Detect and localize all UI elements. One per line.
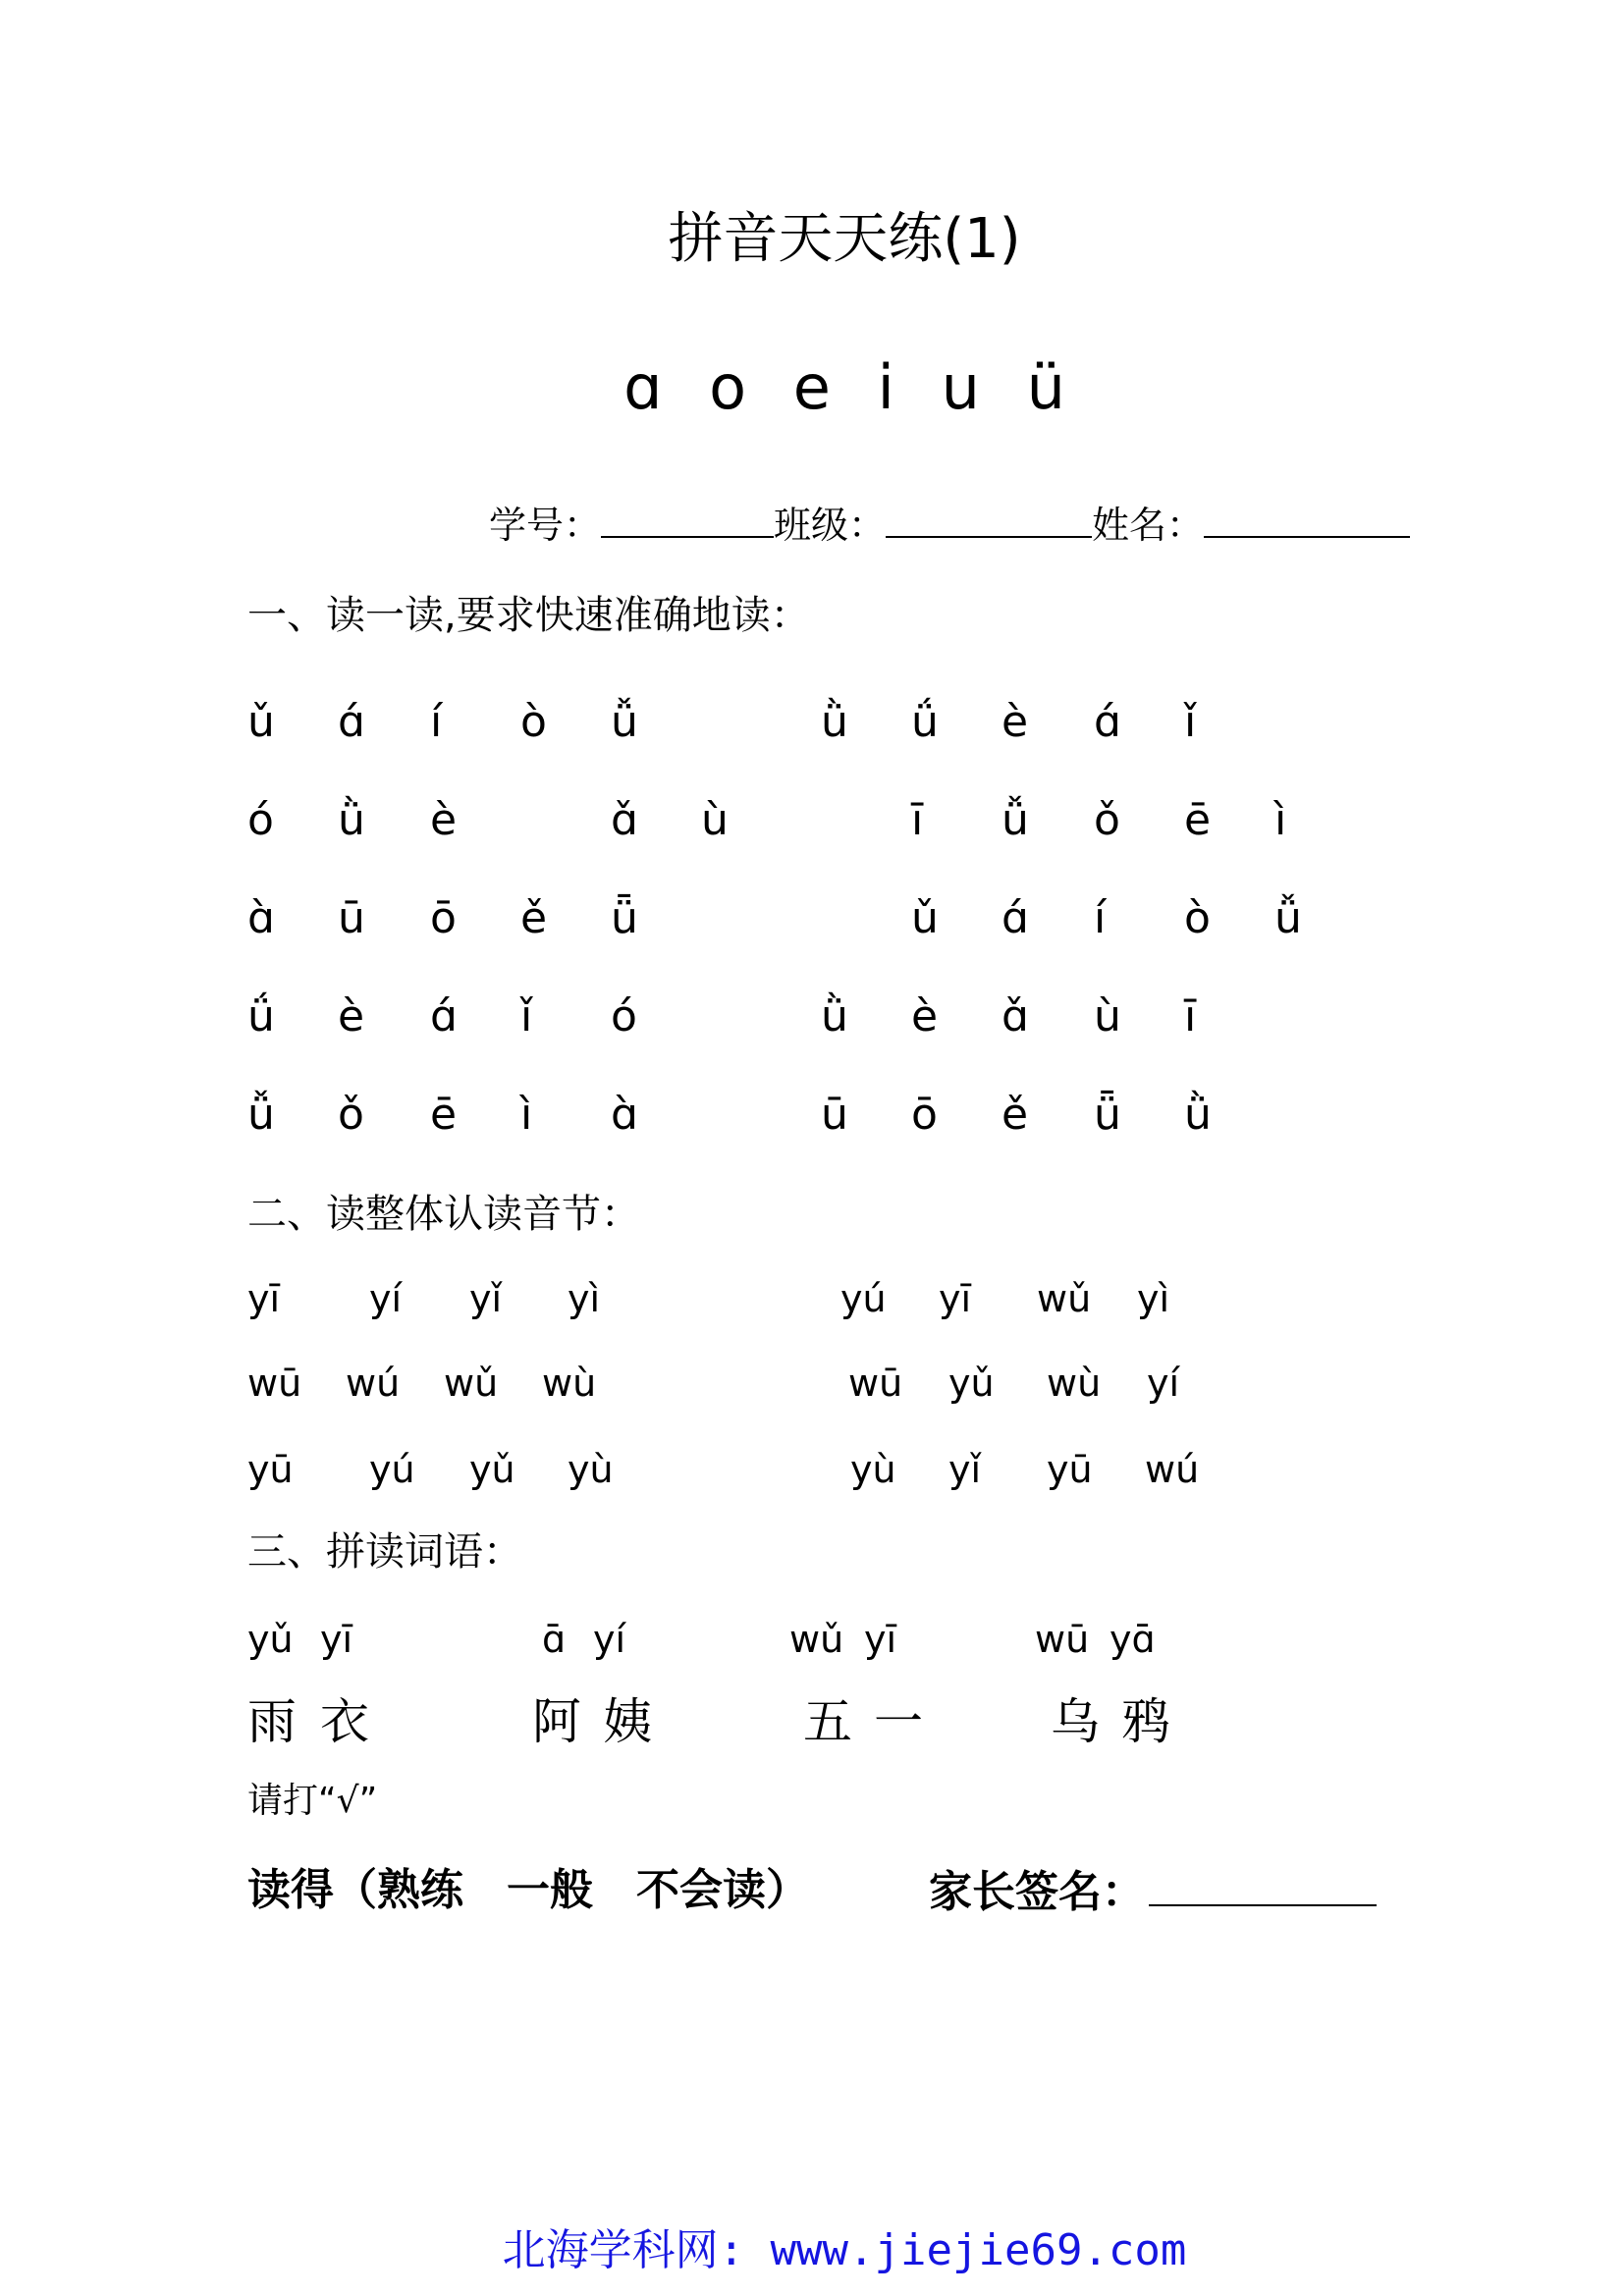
syllable: yǐ xyxy=(469,1277,503,1320)
tone-mark: ǐ xyxy=(1184,697,1197,747)
word-pinyin: yī xyxy=(320,1618,353,1661)
section3-heading: 三、拼读词语： xyxy=(247,1529,522,1575)
word-character: 五 xyxy=(803,1693,852,1750)
syllable: yǔ xyxy=(469,1448,515,1491)
word-character: 一 xyxy=(874,1693,923,1750)
syllable: yū xyxy=(247,1448,294,1491)
word-pinyin: yǔ xyxy=(247,1618,294,1661)
syllable: wù xyxy=(1047,1362,1102,1405)
parent-signature-field[interactable] xyxy=(1149,1861,1377,1906)
word-character: 阿 xyxy=(532,1693,581,1750)
parent-signature-label: 家长签名： xyxy=(929,1867,1145,1917)
tone-mark: ù xyxy=(701,795,729,845)
tone-mark: ò xyxy=(520,697,547,747)
tone-mark: ɑ́ xyxy=(338,697,365,747)
footer-watermark: 北海学科网: www.jiejie69.com xyxy=(502,2225,1187,2275)
tone-mark: ɑ̌ xyxy=(611,795,638,845)
tone-mark: ī xyxy=(911,795,924,845)
tone-mark: ū xyxy=(821,1090,848,1140)
tone-mark: ǖ xyxy=(1094,1090,1121,1140)
syllable: yù xyxy=(850,1448,896,1491)
class-field[interactable] xyxy=(886,501,1092,538)
tone-mark: ū xyxy=(338,893,365,943)
word-character: 雨 xyxy=(247,1693,297,1750)
word-character: 姨 xyxy=(603,1693,652,1750)
tone-mark: ǐ xyxy=(520,991,533,1041)
tone-mark: ǖ xyxy=(611,893,638,943)
name-field[interactable] xyxy=(1204,501,1410,538)
tone-mark: ɑ́ xyxy=(430,991,458,1041)
tone-mark: ǒ xyxy=(1094,795,1120,845)
student-id-field[interactable] xyxy=(601,501,774,538)
tone-mark: ǘ xyxy=(247,991,275,1041)
check-instruction: 请打“√” xyxy=(247,1781,378,1821)
tone-mark: ǚ xyxy=(1001,795,1029,845)
tone-mark: è xyxy=(911,991,939,1041)
tone-row xyxy=(247,791,1426,850)
tone-row xyxy=(247,1086,1426,1145)
word-pinyin: ɑ̄ xyxy=(542,1618,567,1661)
tone-mark: ǒ xyxy=(338,1090,364,1140)
tone-mark: ǔ xyxy=(247,697,275,747)
vowel: o xyxy=(709,351,747,423)
syllable: wú xyxy=(1145,1448,1200,1491)
vowel: ü xyxy=(1026,351,1065,423)
syllable: yū xyxy=(1047,1448,1093,1491)
syllable: yú xyxy=(369,1448,415,1491)
syllable: yǐ xyxy=(948,1448,982,1491)
syllable: wū xyxy=(247,1362,302,1405)
tone-mark: ē xyxy=(1184,795,1212,845)
section1-heading: 一、读一读,要求快速准确地读： xyxy=(247,593,810,638)
tone-mark: ó xyxy=(611,991,637,1041)
syllable: yī xyxy=(939,1277,972,1320)
word-pinyin: yī xyxy=(864,1618,897,1661)
syllable: wù xyxy=(542,1362,597,1405)
word-pinyin: wū xyxy=(1035,1618,1090,1661)
syllable: wǔ xyxy=(444,1362,499,1405)
tone-mark: ǔ xyxy=(911,893,939,943)
tone-mark: ō xyxy=(430,893,457,943)
tone-row xyxy=(247,988,1426,1046)
syllable-row xyxy=(247,1359,1426,1408)
syllable: wú xyxy=(346,1362,401,1405)
syllable: yí xyxy=(369,1277,403,1320)
syllable-row xyxy=(247,1274,1426,1323)
tone-mark: í xyxy=(1094,893,1107,943)
tone-mark: ì xyxy=(1274,795,1287,845)
tone-row xyxy=(247,693,1426,752)
tone-mark: ō xyxy=(911,1090,938,1140)
tone-mark: í xyxy=(430,697,443,747)
tone-mark: ě xyxy=(1001,1090,1029,1140)
student-id-label: 学号： xyxy=(489,504,602,547)
student-info xyxy=(489,501,1410,550)
tone-mark: ī xyxy=(1184,991,1197,1041)
tone-mark: ù xyxy=(1094,991,1121,1041)
word-pinyin: wǔ xyxy=(789,1618,844,1661)
syllable: yì xyxy=(1137,1277,1170,1320)
vowel: u xyxy=(941,351,980,423)
word-character: 鸦 xyxy=(1121,1693,1170,1750)
syllable: wǔ xyxy=(1037,1277,1092,1320)
syllable: yú xyxy=(840,1277,887,1320)
parent-signature xyxy=(929,1861,1377,1922)
tone-mark: ì xyxy=(520,1090,533,1140)
tone-mark: è xyxy=(1001,697,1029,747)
tone-mark: ǘ xyxy=(911,697,939,747)
tone-mark: ó xyxy=(247,795,274,845)
tone-row xyxy=(247,889,1426,948)
tone-mark: ě xyxy=(520,893,548,943)
syllable-row xyxy=(247,1445,1426,1494)
word-pinyin-row xyxy=(247,1615,1426,1664)
class-label: 班级： xyxy=(774,504,887,547)
word-pinyin: yɑ̄ xyxy=(1110,1618,1156,1661)
tone-mark: ɑ̌ xyxy=(1001,991,1029,1041)
vowel: ɑ xyxy=(623,351,663,423)
syllable: yí xyxy=(1147,1362,1180,1405)
syllable: yǔ xyxy=(948,1362,995,1405)
tone-mark: ɑ̀ xyxy=(247,893,275,943)
name-label: 姓名： xyxy=(1092,504,1205,547)
tone-mark: ɑ́ xyxy=(1094,697,1121,747)
reading-self-check[interactable]: 读得（熟练 一般 不会读） xyxy=(247,1865,809,1915)
vowel: i xyxy=(877,351,894,423)
syllable: yī xyxy=(247,1277,281,1320)
tone-mark: ɑ̀ xyxy=(611,1090,638,1140)
vowel: e xyxy=(792,351,831,423)
tone-mark: ò xyxy=(1184,893,1211,943)
tone-mark: ǜ xyxy=(821,991,848,1041)
syllable: yì xyxy=(568,1277,601,1320)
tone-mark: ǚ xyxy=(247,1090,275,1140)
tone-mark: ǚ xyxy=(611,697,638,747)
tone-mark: ɑ́ xyxy=(1001,893,1029,943)
syllable: yù xyxy=(568,1448,614,1491)
tone-mark: è xyxy=(338,991,365,1041)
word-hanzi-row xyxy=(247,1690,1426,1753)
vowel-list xyxy=(0,348,1624,427)
tone-mark: ǚ xyxy=(1274,893,1302,943)
page-title: 拼音天天练(1) xyxy=(668,207,1021,271)
section2-heading: 二、读整体认读音节： xyxy=(247,1192,640,1237)
word-pinyin: yí xyxy=(593,1618,626,1661)
word-character: 衣 xyxy=(320,1693,369,1750)
word-character: 乌 xyxy=(1051,1693,1100,1750)
tone-mark: ǜ xyxy=(338,795,365,845)
syllable: wū xyxy=(848,1362,903,1405)
tone-mark: ǜ xyxy=(1184,1090,1212,1140)
tone-mark: ǜ xyxy=(821,697,848,747)
tone-mark: ē xyxy=(430,1090,458,1140)
tone-mark: è xyxy=(430,795,458,845)
